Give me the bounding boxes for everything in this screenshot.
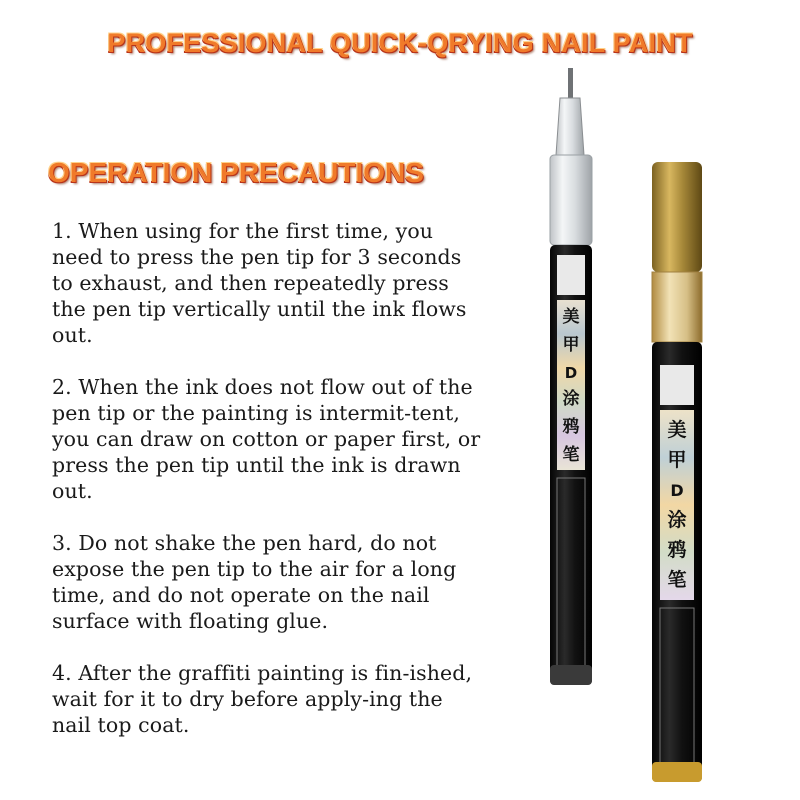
svg-text:笔: 笔 bbox=[562, 445, 580, 465]
svg-text:甲: 甲 bbox=[667, 449, 687, 471]
svg-text:D: D bbox=[564, 364, 578, 382]
svg-text:甲: 甲 bbox=[562, 335, 580, 355]
precaution-item: 2. When the ink does not flow out of the pen tip or the painting is intermit-tent, you can draw on cotton or paper first, or press the pen tip until the ink is drawn out. bbox=[52, 375, 481, 503]
svg-text:鸦: 鸦 bbox=[562, 417, 580, 437]
gold-nail-pen-image bbox=[638, 150, 728, 800]
svg-text:涂: 涂 bbox=[667, 509, 687, 531]
svg-text:鸦: 鸦 bbox=[667, 539, 687, 561]
page-title: PROFESSIONAL QUICK-QRYING NAIL PAINT bbox=[107, 28, 693, 58]
precaution-item: 3. Do not shake the pen hard, do not expose the pen tip to the air for a long time, and do not operate on the nail surface with floating glue. bbox=[52, 531, 457, 633]
svg-text:美: 美 bbox=[667, 419, 687, 441]
svg-text:涂: 涂 bbox=[562, 389, 580, 409]
svg-text:D: D bbox=[670, 481, 684, 500]
section-heading: OPERATION PRECAUTIONS bbox=[48, 157, 424, 188]
svg-text:美: 美 bbox=[562, 307, 580, 327]
precaution-item: 1. When using for the first time, you need to press the pen tip for 3 seconds to exhaust, and then repeatedly press the pen tip vertically until the ink flows out. bbox=[52, 219, 467, 347]
precaution-item: 4. After the graffiti painting is fin-ished, wait for it to dry before apply-ing the nail top coat. bbox=[52, 661, 473, 737]
white-nail-pen-image bbox=[530, 60, 620, 700]
svg-text:笔: 笔 bbox=[667, 569, 687, 591]
precautions-list bbox=[52, 218, 482, 764]
